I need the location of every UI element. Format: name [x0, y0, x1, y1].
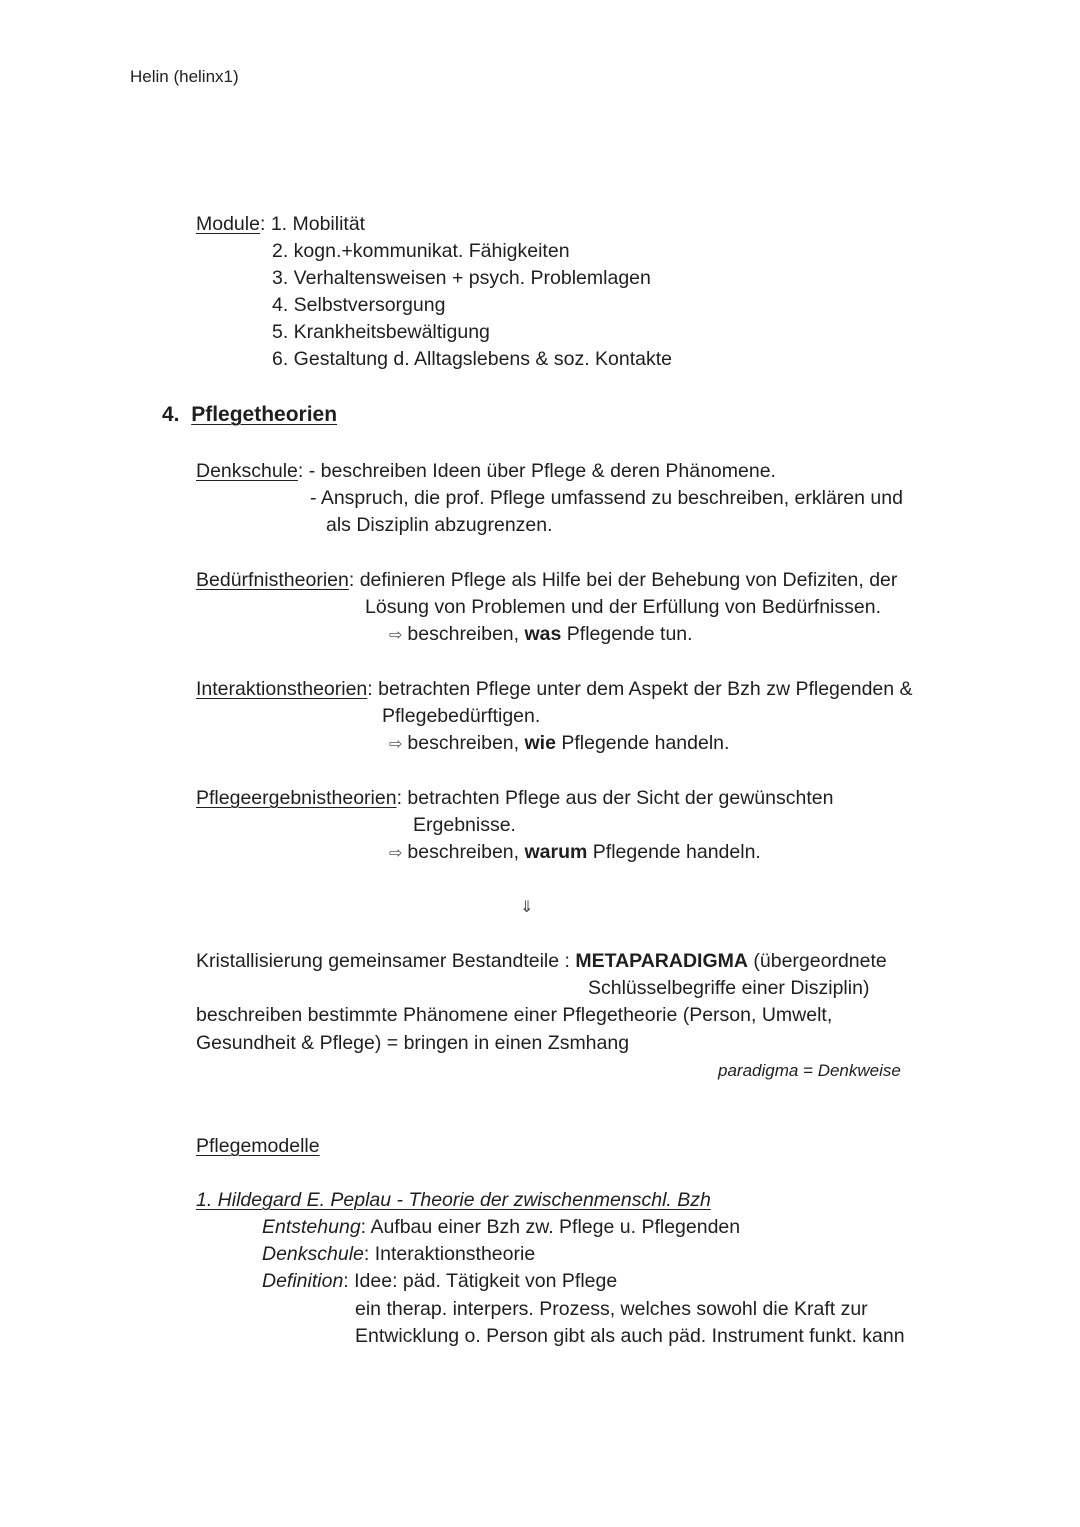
entstehung-label: Entstehung: [262, 1216, 361, 1238]
arrow-text: beschreiben,: [407, 732, 520, 754]
module-line-1: Module: 1. Mobilität: [196, 213, 366, 235]
beduerfnis-text: Lösung von Problemen und der Erfüllung von Bedürfnissen.: [365, 596, 881, 618]
denkschule-text: als Disziplin abzugrenzen.: [326, 514, 553, 536]
arrow-text: Pflegende handeln.: [561, 732, 730, 754]
arrow-bold: wie: [524, 732, 556, 754]
peplau-definition: Definition: Idee: päd. Tätigkeit von Pflege: [262, 1270, 618, 1292]
section-title: Pflegetheorien: [191, 403, 338, 426]
beduerfnis-line: Bedürfnistheorien: definieren Pflege als Hilfe bei der Behebung von Defiziten, der: [196, 569, 898, 591]
denkschule-label: Denkschule: [196, 460, 298, 482]
arrow-right-icon: ⇨: [389, 736, 403, 753]
kristall-line-2: Schlüsselbegriffe einer Disziplin): [588, 977, 870, 999]
kristall-text: Kristallisierung gemeinsamer Bestandteile :: [196, 950, 570, 972]
ergebnis-text: Ergebnisse.: [413, 814, 516, 836]
definition-label: Definition: [262, 1270, 344, 1292]
beduerfnis-arrow-line: [389, 622, 693, 648]
pflegemodelle-heading: Pflegemodelle: [196, 1135, 320, 1157]
interaktion-line: Interaktionstheorien: betrachten Pflege unter dem Aspekt der Bzh zw Pflegenden &: [196, 678, 913, 700]
definition-text: Entwicklung o. Person gibt als auch päd. Instrument funkt. kann: [355, 1325, 905, 1347]
kristall-line-3: beschreiben bestimmte Phänomene einer Pflegetheorie (Person, Umwelt,: [196, 1004, 833, 1026]
denkschule-text: - beschreiben Ideen über Pflege & deren Phänomene.: [308, 460, 776, 482]
peplau-title: 1. Hildegard E. Peplau - Theorie der zwischenmenschl. Bzh: [196, 1189, 711, 1211]
section-heading: [162, 403, 337, 427]
denkschule-label: Denkschule: [262, 1243, 364, 1265]
module-item: 3. Verhaltensweisen + psych. Problemlagen: [272, 267, 651, 289]
ergebnis-label: Pflegeergebnistheorien: [196, 787, 397, 809]
kristall-text: (übergeordnete: [753, 950, 887, 972]
ergebnis-text: betrachten Pflege aus der Sicht der gewünschten: [407, 787, 834, 809]
section-number: 4.: [162, 403, 180, 426]
peplau-denkschule: Denkschule: Interaktionstheorie: [262, 1243, 536, 1265]
module-item: 2. kogn.+kommunikat. Fähigkeiten: [272, 240, 570, 262]
interaktion-text: betrachten Pflege unter dem Aspekt der Bzh zw Pflegenden &: [378, 678, 913, 700]
module-item: 5. Krankheitsbewältigung: [272, 321, 490, 343]
arrow-right-icon: ⇨: [389, 845, 403, 862]
metaparadigma-term: METAPARADIGMA: [575, 950, 748, 972]
denkschule-text: Interaktionstheorie: [374, 1243, 536, 1265]
down-arrow-icon: ⇓: [520, 899, 534, 916]
ergebnis-arrow-line: [389, 840, 761, 866]
denkschule-text: - Anspruch, die prof. Pflege umfassend zu beschreiben, erklären und: [310, 487, 903, 509]
author-header: Helin (helinx1): [130, 67, 239, 86]
definition-text: ein therap. interpers. Prozess, welches sowohl die Kraft zur: [355, 1298, 868, 1320]
denkschule-line: Denkschule: - beschreiben Ideen über Pflege & deren Phänomene.: [196, 460, 776, 482]
arrow-text: Pflegende handeln.: [592, 841, 761, 863]
kristall-line-4: Gesundheit & Pflege) = bringen in einen Zsmhang: [196, 1032, 630, 1054]
peplau-entstehung: Entstehung: Aufbau einer Bzh zw. Pflege u. Pflegenden: [262, 1216, 741, 1238]
arrow-bold: warum: [524, 841, 588, 863]
arrow-bold: was: [524, 623, 562, 645]
interaktion-label: Interaktionstheorien: [196, 678, 368, 700]
ergebnis-line: Pflegeergebnistheorien: betrachten Pflege aus der Sicht der gewünschten: [196, 787, 834, 809]
paradigma-note: paradigma = Denkweise: [718, 1061, 901, 1080]
module-item: 4. Selbstversorgung: [272, 294, 446, 316]
module-item: 6. Gestaltung d. Alltagslebens & soz. Kontakte: [272, 348, 672, 370]
module-label: Module: [196, 213, 260, 235]
beduerfnis-label: Bedürfnistheorien: [196, 569, 349, 591]
interaktion-arrow-line: [389, 731, 729, 757]
arrow-text: beschreiben,: [407, 841, 520, 863]
definition-text: Idee: päd. Tätigkeit von Pflege: [354, 1270, 618, 1292]
arrow-right-icon: ⇨: [389, 627, 403, 644]
beduerfnis-text: definieren Pflege als Hilfe bei der Behebung von Defiziten, der: [359, 569, 898, 591]
interaktion-text: Pflegebedürftigen.: [382, 705, 541, 727]
arrow-text: Pflegende tun.: [566, 623, 693, 645]
kristall-line-1: [196, 949, 887, 973]
entstehung-text: Aufbau einer Bzh zw. Pflege u. Pflegenden: [370, 1216, 741, 1238]
module-item: 1. Mobilität: [270, 213, 366, 235]
arrow-text: beschreiben,: [407, 623, 520, 645]
